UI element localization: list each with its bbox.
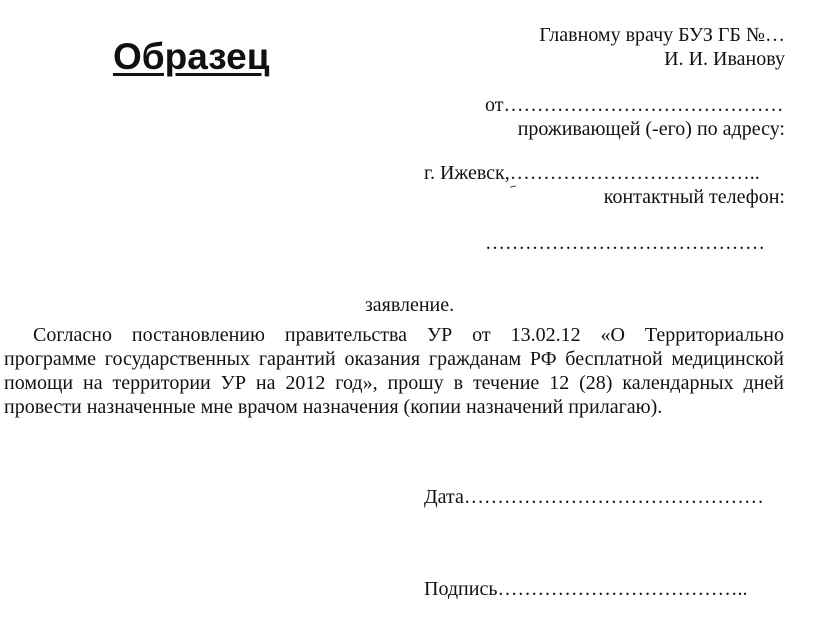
- signature-line: Подпись………………………………..: [424, 578, 748, 600]
- sender-from-line: от……………………………………: [485, 94, 784, 116]
- date-line: Дата………………………………………: [424, 486, 764, 508]
- body-line-2: программе государственных гарантий оказания гражданам РФ бесплатной медицинской: [4, 348, 784, 370]
- sample-title: Образец: [113, 36, 270, 77]
- addressee-line-2: И. И. Иванову: [664, 48, 785, 70]
- sender-city-line: г. Ижевск,………………………………..: [424, 162, 760, 184]
- addressee-line-1: Главному врачу БУЗ ГБ №…: [539, 24, 785, 46]
- sender-address-label: проживающей (-его) по адресу:: [517, 118, 785, 140]
- body-line-4: провести назначенные мне врачом назначения (копии назначений прилагаю).: [4, 396, 663, 418]
- body-line-1: Согласно постановлению правительства УР от 13.02.12 «О Территориально: [33, 324, 784, 346]
- stray-mark: [510, 185, 516, 187]
- document-heading: заявление.: [364, 294, 455, 316]
- sender-phone-blank: ……………………………………: [485, 232, 765, 254]
- sender-phone-label: контактный телефон:: [603, 186, 785, 208]
- body-line-3: помощи на территории УР на 2012 год», прошу в течение 12 (28) календарных дней: [4, 372, 784, 394]
